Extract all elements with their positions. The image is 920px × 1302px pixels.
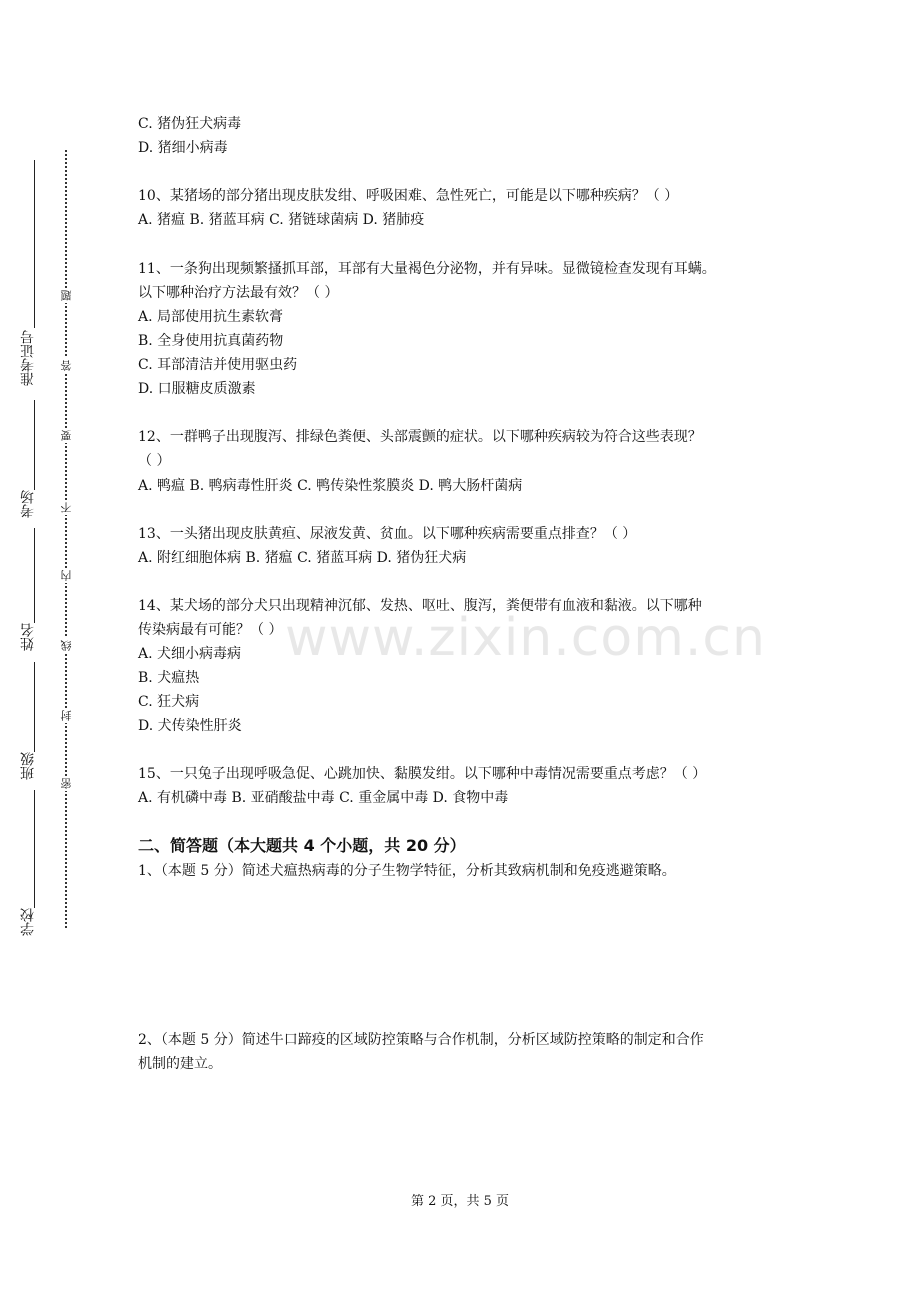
seal-char: 内: [60, 570, 73, 581]
question-stem: （ ）: [138, 453, 171, 469]
question-stem: 以下哪种治疗方法最有效？（ ）: [138, 285, 339, 301]
field-line-class: [34, 662, 35, 752]
option-text: C. 狂犬病: [138, 694, 200, 710]
field-line-exam-id: [34, 160, 35, 328]
option-text: B. 全身使用抗真菌药物: [138, 333, 284, 349]
seal-char: 题: [60, 290, 73, 301]
option-text: D. 犬传染性肝炎: [138, 718, 242, 734]
field-label-school: 学校: [20, 908, 36, 936]
option-text: C. 猪伪狂犬病毒: [138, 116, 242, 132]
question-stem: 13、一头猪出现皮肤黄疸、尿液发黄、贫血。以下哪种疾病需要重点排查？（ ）: [138, 526, 637, 542]
seal-char: 密: [60, 778, 73, 789]
question-stem: 15、一只兔子出现呼吸急促、心跳加快、黏膜发绀。以下哪种中毒情况需要重点考虑？（ ）: [138, 766, 707, 782]
question-options: A. 附红细胞体病 B. 猪瘟 C. 猪蓝耳病 D. 猪伪狂犬病: [138, 550, 467, 566]
question-stem: 12、一群鸭子出现腹泻、排绿色粪便、头部震颤的症状。以下哪种疾病较为符合这些表现？: [138, 429, 702, 445]
question-stem: 14、某犬场的部分犬只出现精神沉郁、发热、呕吐、腹泻，粪便带有血液和黏液。以下哪种: [138, 598, 702, 614]
option-text: B. 犬瘟热: [138, 670, 200, 686]
question-options: A. 猪瘟 B. 猪蓝耳病 C. 猪链球菌病 D. 猪肺疫: [138, 212, 425, 228]
seal-char: 线: [60, 640, 73, 651]
watermark: www.zixin.com.cn: [285, 608, 766, 668]
short-answer-question: 机制的建立。: [138, 1056, 222, 1072]
short-answer-question: 1、（本题 5 分）简述犬瘟热病毒的分子生物学特征，分析其致病机制和免疫逃避策略。: [138, 863, 676, 879]
question-stem: 11、一条狗出现频繁搔抓耳部，耳部有大量褐色分泌物，并有异味。显微镜检查发现有耳螨。: [138, 261, 716, 277]
question-stem: 10、某猪场的部分猪出现皮肤发绀、呼吸困难、急性死亡，可能是以下哪种疾病？（ ）: [138, 188, 679, 204]
question-stem: 传染病最有可能？（ ）: [138, 622, 283, 638]
field-label-room: 考场: [20, 490, 36, 518]
seal-char: 要: [60, 430, 73, 441]
field-label-name: 姓名: [20, 623, 36, 651]
option-text: C. 耳部清洁并使用驱虫药: [138, 357, 298, 373]
seal-char: 封: [60, 710, 73, 721]
field-line-room: [34, 400, 35, 490]
seal-dotted-line: [65, 150, 67, 928]
option-text: D. 口服糖皮质激素: [138, 381, 256, 397]
field-label-exam-id: 准考证号: [20, 330, 36, 386]
question-options: A. 鸭瘟 B. 鸭病毒性肝炎 C. 鸭传染性浆膜炎 D. 鸭大肠杆菌病: [138, 478, 523, 494]
option-text: D. 猪细小病毒: [138, 140, 228, 156]
seal-char: 答: [60, 360, 73, 371]
seal-char: 不: [60, 502, 73, 513]
option-text: A. 局部使用抗生素软膏: [138, 309, 284, 325]
field-line-name: [34, 528, 35, 623]
question-options: A. 有机磷中毒 B. 亚硝酸盐中毒 C. 重金属中毒 D. 食物中毒: [138, 790, 509, 806]
field-line-school: [34, 790, 35, 908]
page-number: 第 2 页，共 5 页: [410, 1194, 510, 1209]
section-heading: 二、简答题（本大题共 4 个小题，共 20 分）: [138, 836, 466, 855]
short-answer-question: 2、（本题 5 分）简述牛口蹄疫的区域防控策略与合作机制，分析区域防控策略的制定和合作: [138, 1032, 704, 1048]
field-label-class: 班级: [20, 752, 36, 780]
option-text: A. 犬细小病毒病: [138, 646, 242, 662]
